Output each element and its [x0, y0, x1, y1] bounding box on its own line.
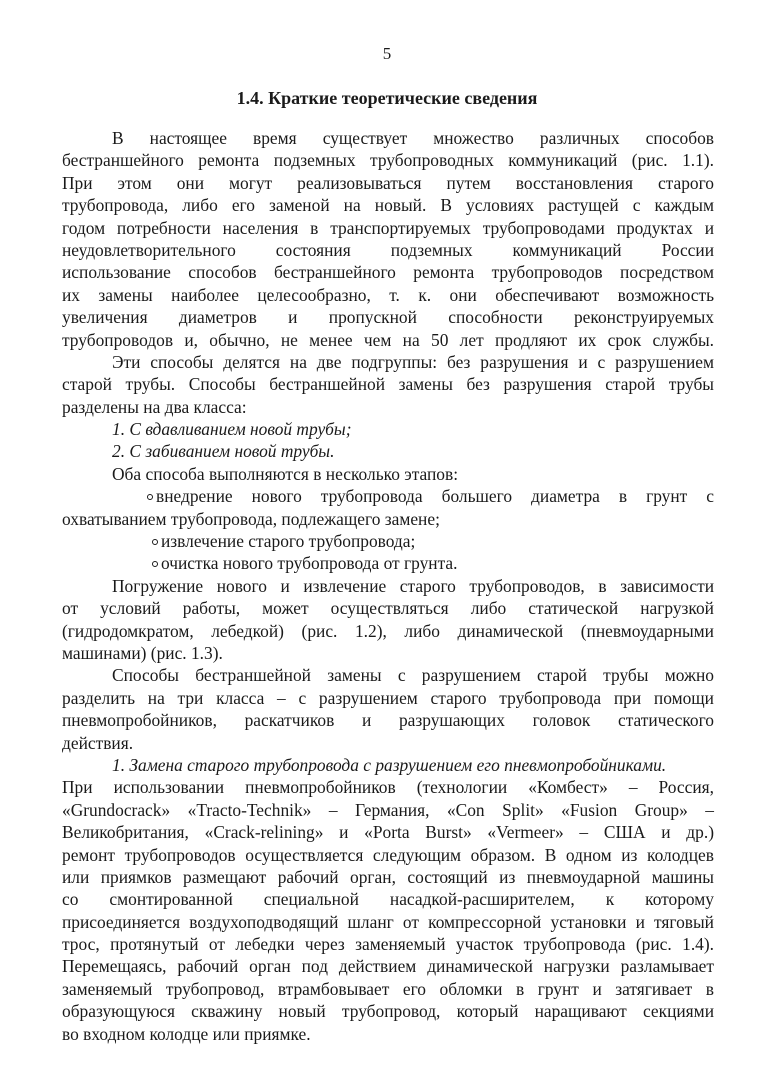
text-line: Перемещаясь, рабочий орган под действием динамической нагрузки разламывает — [62, 956, 714, 977]
text-line: от условий работы, может осуществляться либо статической нагрузкой — [62, 598, 714, 619]
text-line: трубопровода, либо его заменой на новый. В условиях растущей с каждым — [62, 195, 714, 216]
bullet-text: очистка нового трубопровода от грунта. — [161, 553, 458, 574]
paragraph-pneumatic — [62, 754, 714, 1045]
list-item: 2. С забиванием новой трубы. — [112, 441, 335, 462]
text-line: годом потребности населения в транспортируемых трубопроводами продуктах и — [62, 217, 714, 238]
text-line: охватыванием трубопровода, подлежащего замене; — [62, 508, 440, 529]
text-line: (гидродомкратом, лебедкой) (рис. 1.2), либо динамической (пневмоударными — [62, 620, 714, 641]
text-line: Оба способа выполняются в несколько этапов: — [112, 463, 459, 484]
text-line: разделить на три класса – с разрушением старого трубопровода при помощи — [62, 687, 714, 708]
text-line: или приямков размещают рабочий орган, состоящий из пневмоударной машины — [62, 866, 714, 887]
body-text — [62, 127, 714, 1045]
text-line: машинами) (рис. 1.3). — [62, 642, 223, 663]
paragraph-destruction-classes — [62, 664, 714, 754]
text-line: увеличения диаметров и пропускной способности реконструируемых — [62, 307, 714, 328]
paragraph-intro — [62, 127, 714, 351]
text-line: ремонт трубопроводов осуществляется следующим образом. В одном из колодцев — [62, 844, 714, 865]
text-line: При использовании пневмопробойников (технологии «Комбест» – Россия, — [62, 777, 714, 798]
section-title: 1.4. Краткие теоретические сведения — [236, 88, 538, 108]
page-number: 5 — [382, 44, 392, 63]
paragraph-subgroups — [62, 351, 714, 418]
bullet-item — [62, 552, 714, 574]
text-line: разделены на два класса: — [62, 396, 247, 417]
bullet-icon — [147, 494, 153, 500]
bullet-text: извлечение старого трубопровода; — [161, 531, 416, 552]
text-line: бестраншейного ремонта подземных трубопроводных коммуникаций (рис. 1.1). — [62, 150, 714, 171]
text-line: заменяемый трубопровод, втрамбовывает его обломки в грунт и затягивает в — [62, 978, 714, 999]
text-line: Погружение нового и извлечение старого трубопроводов, в зависимости — [112, 575, 714, 596]
text-line: пневмопробойников, раскатчиков и разрушающих головок статического — [62, 710, 714, 731]
text-line: «Grundocrack» «Tracto-Technik» – Германия, «Con Split» «Fusion Group» – — [62, 799, 714, 820]
text-line: трубопроводов и, обычно, не менее чем на 50 лет продляют их срок службы. — [62, 329, 714, 350]
text-line: трос, протянутый от лебедки через заменяемый участок трубопровода (рис. 1.4). — [62, 934, 714, 955]
text-line: со смонтированной специальной насадкой-расширителем, к которому — [62, 889, 714, 910]
bullet-item — [62, 485, 714, 507]
text-line: В настоящее время существует множество различных способов — [112, 128, 714, 148]
text-line: образующуюся скважину новый трубопровод, который наращивают секциями — [62, 1001, 714, 1022]
text-line: Великобритания, «Crack-relining» и «Porta Burst» «Vermeer» – США и др.) — [62, 822, 714, 843]
subsection-heading: 1. Замена старого трубопровода с разрушением его пневмопробойниками. — [112, 754, 667, 775]
text-line: действия. — [62, 732, 134, 753]
bullet-item — [62, 530, 714, 552]
text-line: неудовлетворительного состояния подземных коммуникаций России — [62, 239, 714, 260]
list-item: 1. С вдавливанием новой трубы; — [112, 419, 352, 440]
text-line: старой трубы. Способы бестраншейной замены без разрушения старой трубы — [62, 374, 714, 395]
bullet-icon — [152, 561, 158, 567]
bullet-icon — [152, 539, 158, 545]
text-line: При этом они могут реализовываться путем восстановления старого — [62, 172, 714, 193]
text-line: их замены наиболее целесообразно, т. к. они обеспечивают возможность — [62, 284, 714, 305]
text-line: присоединяется воздухоподводящий шланг от компрессорной установки и тяговый — [62, 911, 714, 932]
text-line: Способы бестраншейной замены с разрушением старой трубы можно — [112, 665, 714, 686]
bullet-text: внедрение нового трубопровода большего диаметра в грунт с — [156, 486, 714, 507]
text-line: во входном колодце или приямке. — [62, 1023, 311, 1044]
paragraph-loading — [62, 575, 714, 665]
text-line: Эти способы делятся на две подгруппы: без разрушения и с разрушением — [112, 351, 714, 372]
text-line: использование способов бестраншейного ремонта трубопроводов посредством — [62, 262, 714, 283]
